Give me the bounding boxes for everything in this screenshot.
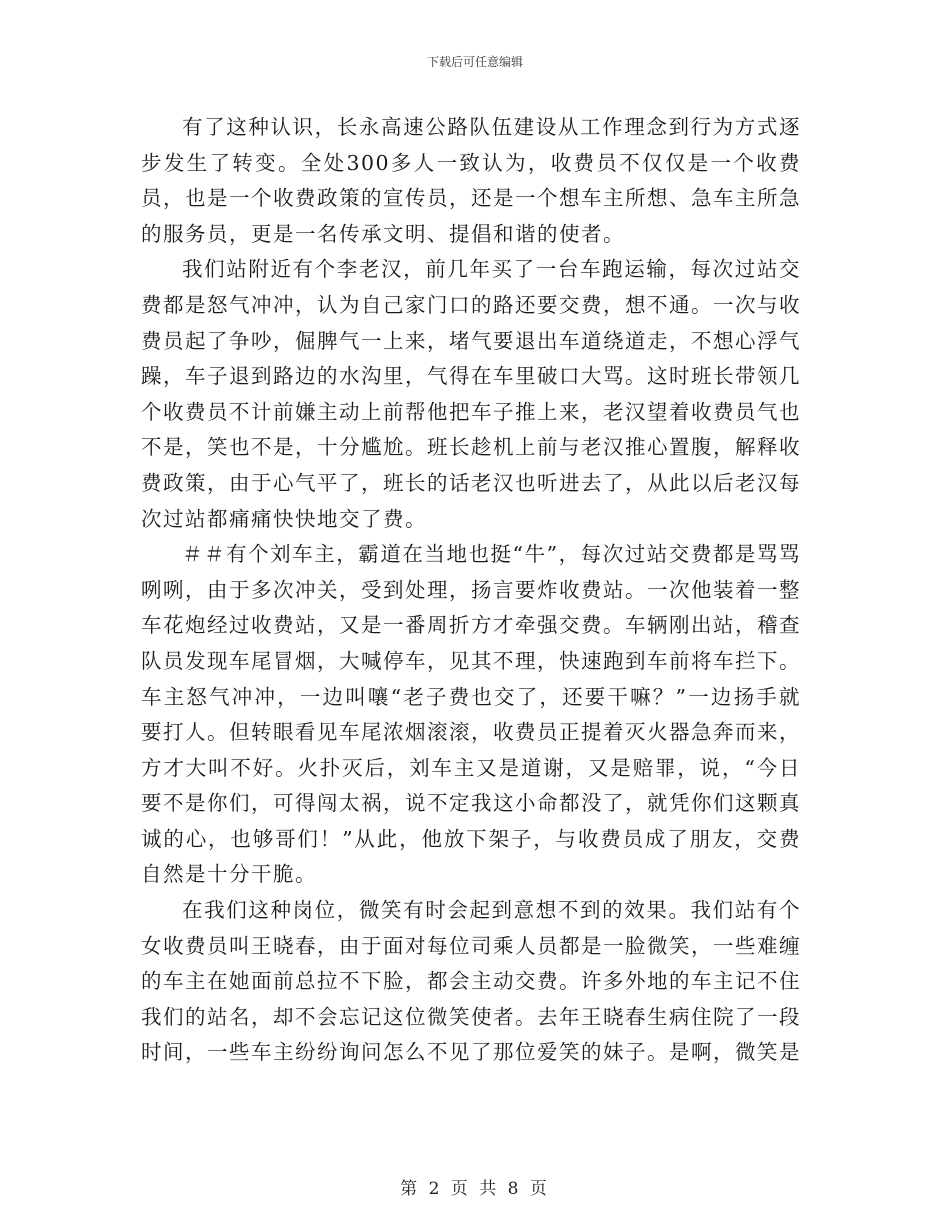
paragraph-1: 有了这种认识，长永高速公路队伍建设从工作理念到行为方式逐步发生了转变。全处300多人一致认为，收费员不仅仅是一个收费员，也是一个收费政策的宣传员，还是一个想车主所想、急车主所急的服务员，更是一名传承文明、提倡和谐的使者。 [141,115,801,246]
page-header: 下载后可任意编辑 [426,55,523,69]
page-number-footer: 第 2 页 共 8 页 [400,1179,550,1199]
paragraph-4: 在我们这种岗位，微笑有时会起到意想不到的效果。我们站有个女收费员叫王晓春，由于面对每位司乘人员都是一脸微笑，一些难缠的车主在她面前总拉不下脸，都会主动交费。许多外地的车主记不住我们的站名，却不会忘记这位微笑使者。去年王晓春生病住院了一段时间，一些车主纷纷询问怎么不见了那位爱笑的妹子。是啊，微笑是 [141,898,801,1065]
paragraph-3: ＃＃有个刘车主，霸道在当地也挺“牛”，每次过站交费都是骂骂咧咧，由于多次冲关，受到处理，扬言要炸收费站。一次他装着一整车花炮经过收费站，又是一番周折方才牵强交费。车辆刚出站，稽查队员发现车尾冒烟，大喊停车，见其不理，快速跑到车前将车拦下。车主怒气冲冲，一边叫嚷“老子费也交了，还要干嘛？”一边扬手就要打人。但转眼看见车尾浓烟滚滚，收费员正提着灭火器急奔而来，方才大叫不好。火扑灭后，刘车主又是道谢，又是赔罪，说，“今日要不是你们，可得闯太祸，说不定我这小命都没了，就凭你们这颗真诚的心，也够哥们！”从此，他放下架子，与收费员成了朋友，交费自然是十分干脆。 [141,542,801,887]
document-body [141,110,801,1071]
paragraph-2: 我们站附近有个李老汉，前几年买了一台车跑运输，每次过站交费都是怒气冲冲，认为自己家门口的路还要交费，想不通。一次与收费员起了争吵，倔脾气一上来，堵气要退出车道绕道走，不想心浮气躁，车子退到路边的水沟里，气得在车里破口大骂。这时班长带领几个收费员不计前嫌主动上前帮他把车子推上来，老汉望着收费员气也不是，笑也不是，十分尴尬。班长趁机上前与老汉推心置腹，解释收费政策，由于心气平了，班长的话老汉也听进去了，从此以后老汉每次过站都痛痛快快地交了费。 [141,257,801,531]
